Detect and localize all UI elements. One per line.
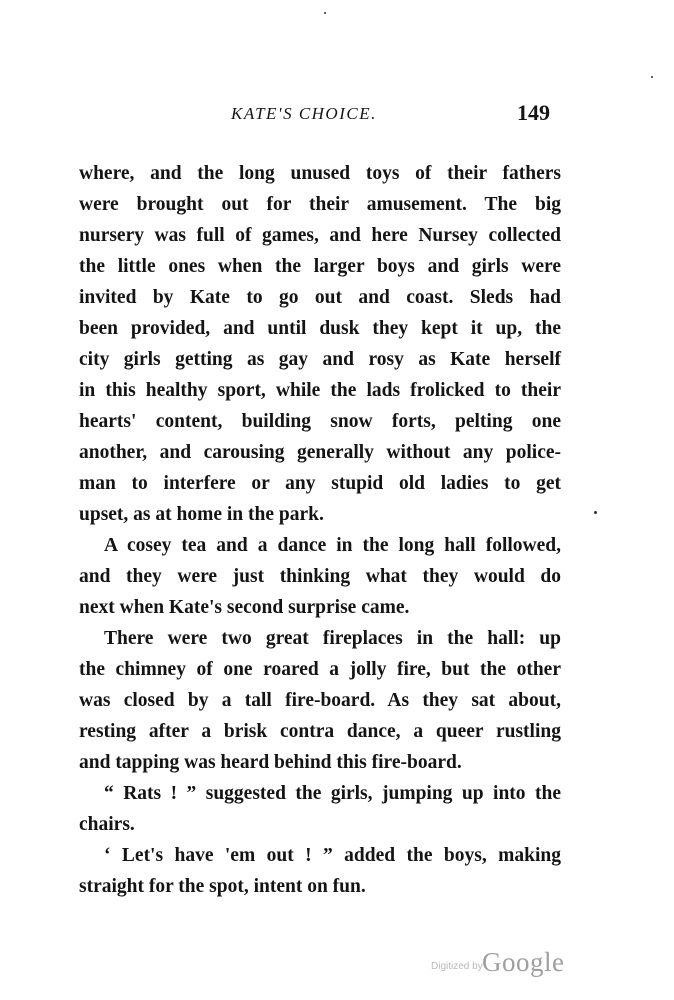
text-line: ‘ Let's have 'em out ! ” added the boys, making (104, 845, 561, 866)
text-line: the chimney of one roared a jolly fire, but the other (79, 659, 561, 680)
scan-speck (324, 12, 326, 14)
text-line: another, and carousing generally without any police- (79, 442, 561, 463)
text-line: man to interfere or any stupid old ladies to get (79, 473, 561, 494)
text-line: and they were just thinking what they would do (79, 566, 561, 587)
text-line: next when Kate's second surprise came. (79, 597, 410, 618)
text-line: invited by Kate to go out and coast. Sleds had (79, 287, 561, 308)
text-line: straight for the spot, intent on fun. (79, 876, 366, 897)
text-line: nursery was full of games, and here Nursey collected (79, 225, 561, 246)
text-line: and tapping was heard behind this fire-board. (79, 752, 462, 773)
scan-speck (651, 76, 653, 78)
google-logo: Google (482, 947, 565, 977)
running-title: KATE'S CHOICE. (231, 104, 377, 123)
text-line: resting after a brisk contra dance, a queer rustling (79, 721, 561, 742)
text-line: A cosey tea and a dance in the long hall followed, (104, 535, 561, 556)
text-line: city girls getting as gay and rosy as Kate herself (79, 349, 561, 370)
text-line: upset, as at home in the park. (79, 504, 324, 525)
page-number: 149 (517, 100, 550, 125)
text-line: “ Rats ! ” suggested the girls, jumping up into the (104, 783, 561, 804)
text-line: been provided, and until dusk they kept it up, the (79, 318, 561, 339)
text-line: were brought out for their amusement. The big (79, 194, 561, 215)
text-line: where, and the long unused toys of their fathers (79, 163, 561, 184)
scan-speck (594, 511, 597, 514)
running-head (0, 100, 674, 134)
digitized-by-google-watermark (431, 947, 571, 977)
text-line: chairs. (79, 814, 135, 835)
text-line: hearts' content, building snow forts, pelting one (79, 411, 561, 432)
text-line: There were two great fireplaces in the hall: up (104, 628, 561, 649)
text-line: in this healthy sport, while the lads frolicked to their (79, 380, 561, 401)
text-line: was closed by a tall fire-board. As they sat about, (79, 690, 561, 711)
text-line: the little ones when the larger boys and girls were (79, 256, 561, 277)
digitized-by-label: Digitized by (431, 961, 483, 972)
